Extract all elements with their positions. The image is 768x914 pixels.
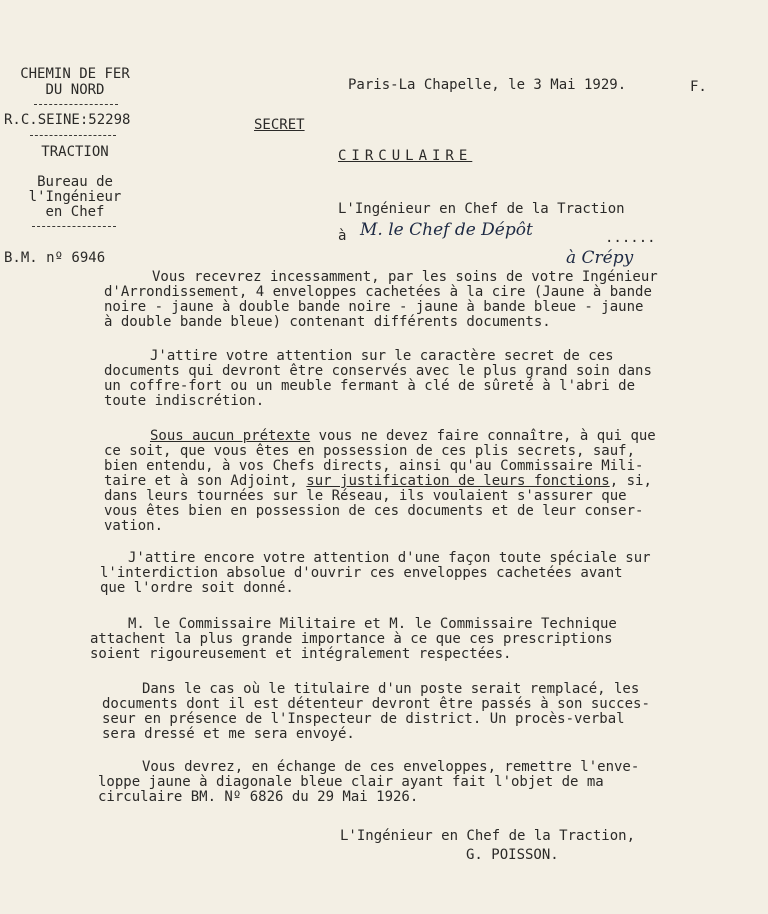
paragraph-line: J'attire encore votre attention d'une façon toute spéciale sur	[128, 550, 651, 566]
paragraph-6	[102, 682, 650, 742]
letterhead-divider	[34, 104, 118, 105]
paragraph-line: Vous devrez, en échange de ces enveloppes, remettre l'enve-	[142, 759, 640, 775]
signature-name: G. POISSON.	[466, 847, 559, 863]
sender-line: L'Ingénieur en Chef de la Traction	[338, 201, 625, 217]
paragraph-line: Dans le cas où le titulaire d'un poste serait remplacé, les	[142, 681, 640, 697]
paragraph-line: toute indiscrétion.	[104, 393, 265, 409]
paragraph-line: noire - jaune à double bande noire - jaune à bande bleue - jaune	[104, 299, 644, 315]
registry-number: R.C.SEINE:52298	[4, 112, 131, 128]
bureau-line3: en Chef	[45, 204, 105, 220]
paragraph-line: loppe jaune à diagonale bleue clair ayant fait l'objet de ma	[98, 774, 604, 790]
paragraph-line: que l'ordre soit donné.	[100, 580, 294, 596]
paragraph-line: ce soit, que vous êtes en possession de ces plis secrets, sauf,	[104, 443, 636, 459]
emphasis-underlined: sur justification de leurs fonctions	[306, 473, 610, 489]
paragraph-line: vation.	[104, 518, 164, 534]
file-mark: F.	[690, 79, 707, 95]
recipient-handwritten: M. le Chef de Dépôt	[360, 220, 533, 240]
paragraph-line: circulaire BM. Nº 6826 du 29 Mai 1926.	[98, 789, 419, 805]
paragraph-4	[100, 551, 651, 596]
paragraph-line: attachent la plus grande importance à ce que ces prescriptions	[90, 631, 613, 647]
signature-title: L'Ingénieur en Chef de la Traction,	[340, 828, 636, 844]
paragraph-line: l'interdiction absolue d'ouvrir ces enveloppes cachetées avant	[100, 565, 623, 581]
paragraph-line: sera dressé et me sera envoyé.	[102, 726, 355, 742]
paragraph-line: vous êtes bien en possession de ces documents et de leur conser-	[104, 503, 644, 519]
paragraph-3	[104, 429, 656, 534]
classification-secret: SECRET	[254, 117, 305, 133]
paragraph-line: seur en présence de l'Inspecteur de district. Un procès-verbal	[102, 711, 625, 727]
paragraph-line: un coffre-fort ou un meuble fermant à clé de sûreté à l'abri de	[104, 378, 636, 394]
recipient-place-handwritten: à Crépy	[566, 248, 634, 268]
company-name-line1: CHEMIN DE FER	[20, 66, 130, 82]
department-name: TRACTION	[41, 144, 109, 160]
paragraph-line: documents dont il est détenteur devront être passés à son succes-	[102, 696, 650, 712]
letterhead-divider	[30, 135, 116, 136]
paragraph-line: M. le Commissaire Militaire et M. le Commissaire Technique	[128, 616, 617, 632]
paragraph-line: documents qui devront être conservés avec le plus grand soin dans	[104, 363, 652, 379]
paragraph-line: d'Arrondissement, 4 enveloppes cachetées à la cire (Jaune à bande	[104, 284, 652, 300]
paragraph-line: J'attire votre attention sur le caractère secret de ces	[150, 348, 614, 364]
paragraph-line	[104, 474, 656, 489]
line-text: vous ne devez faire connaître, à qui que	[310, 428, 656, 444]
paragraph-2	[104, 349, 652, 409]
paragraph-5	[90, 617, 617, 662]
paragraph-line	[104, 429, 656, 444]
reference-number: B.M. nº 6946	[4, 250, 106, 266]
paragraph-line: dans leurs tournées sur le Réseau, ils voulaient s'assurer que	[104, 488, 627, 504]
paragraph-line: à double bande bleue) contenant différents documents.	[104, 314, 551, 330]
place-date: Paris-La Chapelle, le 3 Mai 1929.	[348, 77, 627, 93]
paragraph-line: bien entendu, à vos Chefs directs, ainsi qu'au Commissaire Mili-	[104, 458, 644, 474]
paragraph-line: soient rigoureusement et intégralement respectées.	[90, 646, 512, 662]
line-text: taire et à son Adjoint,	[104, 473, 307, 489]
letterhead-divider	[32, 226, 116, 227]
company-name-line2: DU NORD	[45, 82, 105, 98]
dotted-fill: ......	[605, 230, 656, 246]
emphasis-underlined: Sous aucun prétexte	[150, 428, 311, 444]
paragraph-7	[98, 760, 639, 805]
line-text: , si,	[609, 473, 652, 489]
bureau-line2: l'Ingénieur	[28, 189, 122, 205]
bureau-line1: Bureau de	[37, 174, 113, 190]
document-type: CIRCULAIRE	[338, 148, 473, 164]
recipient-prefix: à	[338, 228, 347, 244]
paragraph-1	[104, 270, 658, 330]
paragraph-line: Vous recevrez incessamment, par les soins de votre Ingénieur	[152, 269, 658, 285]
